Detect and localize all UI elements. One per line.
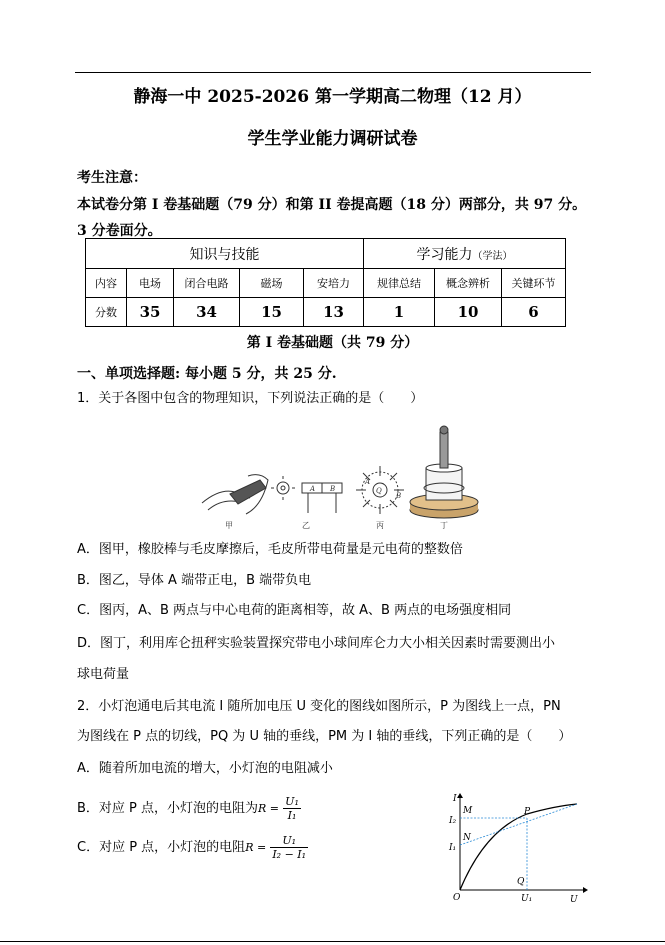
q2-option-b (77, 795, 377, 822)
bottom-rule (0, 941, 665, 942)
top-rule (75, 72, 591, 73)
fig-letter-a: A (310, 485, 316, 493)
figure-bing (356, 466, 404, 530)
q1-stem: 1．关于各图中包含的物理知识，下列说法正确的是（ ） (77, 391, 424, 406)
label-n: N (463, 833, 471, 843)
score-cell: 35 (127, 298, 174, 327)
score-cell: 1 (364, 298, 435, 327)
notice-heading: 考生注意： (77, 170, 147, 186)
score-cell: 6 (502, 298, 566, 327)
q2-option-c-text: C．对应 P 点，小灯泡的电阻 (77, 840, 246, 855)
score-cell: 34 (174, 298, 240, 327)
col-header: 概念辨析 (435, 269, 502, 298)
group-learning-label: 学习能力 (416, 246, 473, 263)
label-q: Q (517, 877, 525, 887)
q2-iu-graph (445, 790, 590, 905)
exam-title-line2: 学生学业能力调研试卷 (247, 129, 418, 149)
figure-label-jia: 甲 (225, 521, 233, 530)
score-cell: 15 (240, 298, 304, 327)
exam-title-line1: 静海一中 2025-2026 第一学期高二物理（12 月） (133, 87, 532, 107)
q2-option-b-lhs: R = (258, 802, 280, 815)
header-label: 内容 (86, 269, 127, 298)
col-header: 规律总结 (364, 269, 435, 298)
q1-option-c: C．图丙，A、B 两点与中心电荷的距离相等，故 A、B 两点的电场强度相同 (77, 603, 512, 618)
q1-option-b: B．图乙，导体 A 端带正电，B 端带负电 (77, 573, 312, 588)
label-i-axis: I (453, 794, 457, 804)
figure-jia (202, 475, 268, 530)
label-p: P (524, 807, 531, 817)
q2-option-a: A．随着所加电流的增大，小灯泡的电阻减小 (77, 761, 333, 776)
figure-yi (271, 476, 342, 530)
group-learning-note: （学法） (472, 250, 513, 262)
q1-option-a: A．图甲，橡胶棒与毛皮摩擦后，毛皮所带电荷量是元电荷的整数倍 (77, 542, 463, 557)
col-header: 闭合电路 (174, 269, 240, 298)
label-u-axis: U (570, 895, 578, 905)
q2-stem-line2: 为图线在 P 点的切线，PQ 为 U 轴的垂线，PM 为 I 轴的垂线，下列正确的是（ ） (77, 729, 572, 744)
q1-option-d-line2: 球电荷量 (77, 667, 130, 682)
q2-option-c-lhs: R = (245, 841, 267, 854)
label-origin: O (453, 893, 461, 903)
col-header: 磁场 (240, 269, 304, 298)
score-label: 分数 (86, 298, 127, 327)
i-axis-arrow (457, 793, 463, 798)
col-header: 电场 (127, 269, 174, 298)
label-u1: U₁ (521, 894, 533, 904)
score-table (85, 238, 566, 327)
q2-option-b-fraction (283, 795, 301, 822)
score-cell: 13 (304, 298, 364, 327)
tangent-pn (460, 804, 577, 845)
u-axis-arrow (583, 887, 588, 893)
q2-stem-line1: 2．小灯泡通电后其电流 I 随所加电压 U 变化的图线如图所示，P 为图线上一点，PN (77, 699, 561, 714)
figure-ding (410, 426, 478, 530)
score-cell: 10 (435, 298, 502, 327)
label-i2: I₂ (449, 816, 457, 826)
fraction-denominator: I₂ − I₁ (272, 848, 307, 861)
fig-letter-b2: B (396, 492, 402, 500)
col-header: 关键环节 (502, 269, 566, 298)
fig-letter-b: B (330, 485, 336, 493)
fig-letter-q: Q (376, 487, 382, 495)
label-i1: I₁ (449, 843, 457, 853)
figure-label-ding: 丁 (440, 521, 448, 530)
section-1-heading: 第 I 卷基础题（共 79 分） (246, 335, 419, 351)
col-header: 安培力 (304, 269, 364, 298)
q1-option-d-line1: D．图丁，利用库仑扭秤实验装置探究带电小球间库仑力大小相关因素时需要测出小 (77, 636, 556, 651)
q2-option-b-text: B．对应 P 点，小灯泡的电阻为 (77, 801, 259, 816)
label-m: M (463, 806, 473, 816)
q2-option-c-fraction (270, 834, 308, 861)
fig-letter-a2: A (365, 478, 371, 486)
q1-figures (190, 418, 480, 533)
fraction-numerator: U₁ (285, 795, 299, 808)
figure-label-bing: 丙 (376, 521, 384, 530)
figure-label-yi: 乙 (302, 521, 310, 530)
fraction-numerator: U₁ (270, 834, 308, 848)
group-knowledge: 知识与技能 (86, 239, 364, 269)
section-2-heading: 一、单项选择题: 每小题 5 分，共 25 分. (77, 366, 337, 382)
q2-option-c (77, 834, 377, 861)
fraction-denominator: I₁ (287, 809, 297, 822)
notice-body: 本试卷分第 I 卷基础题（79 分）和第 II 卷提高题（18 分）两部分，共 97 分。3 分卷面分。 (77, 197, 587, 239)
group-learning (364, 239, 566, 269)
